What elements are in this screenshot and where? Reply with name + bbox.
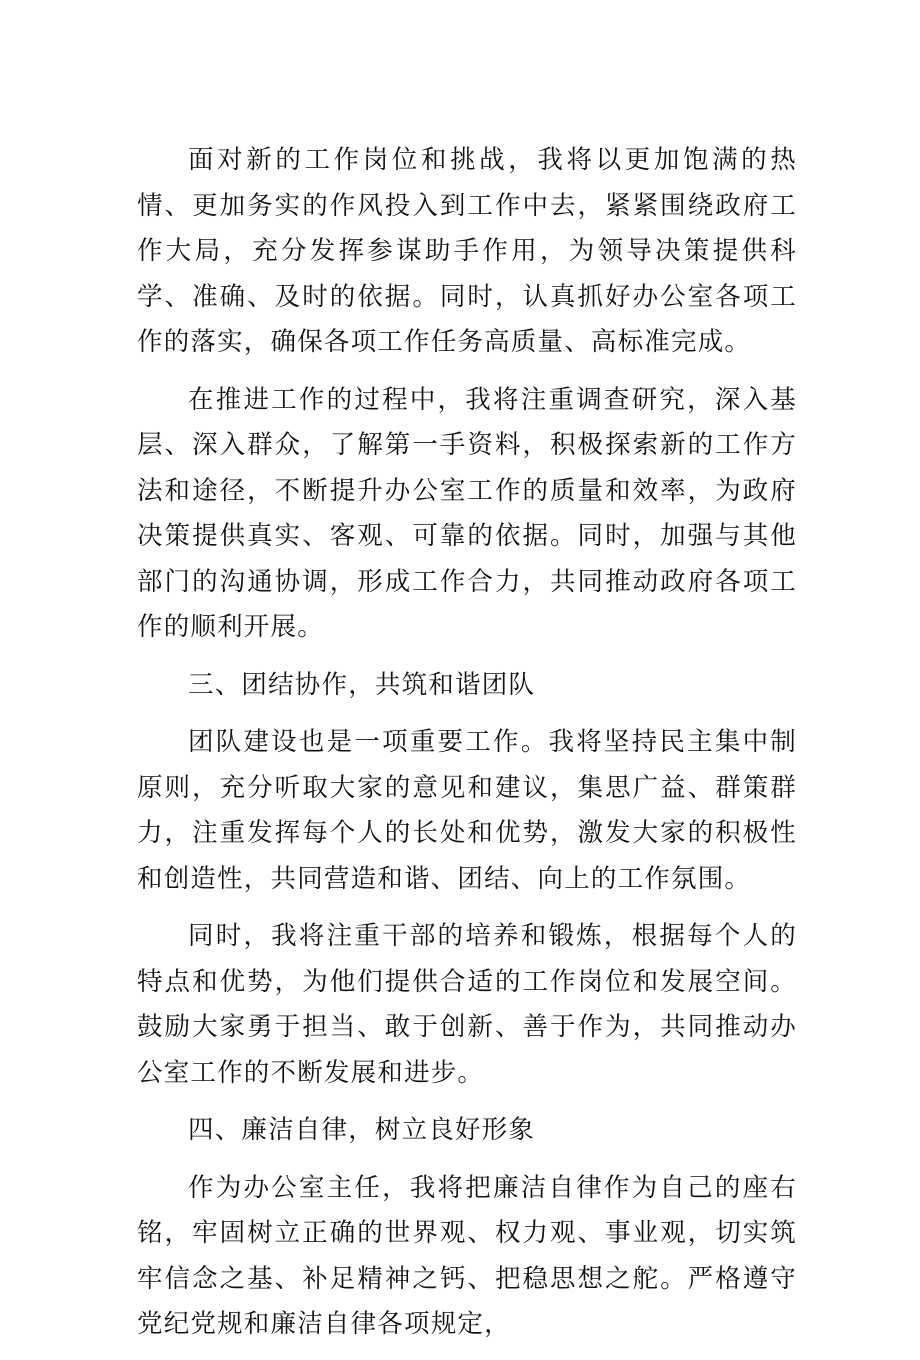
paragraph: 在推进工作的过程中，我将注重调查研究，深入基层、深入群众，了解第一手资料，积极探索新的工作方法和途径，不断提升办公室工作的质量和效率，为政府决策提供真实、客观、可靠的依据。同时，加强与其他部门的沟通协调，形成工作合力，共同推动政府各项工作的顺利开展。	[137, 384, 797, 642]
paragraph: 作为办公室主任，我将把廉洁自律作为自己的座右铭，牢固树立正确的世界观、权力观、事业观，切实筑牢信念之基、补足精神之钙、把稳思想之舵。严格遵守党纪党规和廉洁自律各项规定，	[137, 1172, 797, 1339]
paragraph: 同时，我将注重干部的培养和锻炼，根据每个人的特点和优势，为他们提供合适的工作岗位和发展空间。鼓励大家勇于担当、敢于创新、善于作为，共同推动办公室工作的不断发展和进步。	[137, 921, 797, 1088]
paragraph: 面对新的工作岗位和挑战，我将以更加饱满的热情、更加务实的作风投入到工作中去，紧紧围绕政府工作大局，充分发挥参谋助手作用，为领导决策提供科学、准确、及时的依据。同时，认真抓好办公室各项工作的落实，确保各项工作任务高质量、高标准完成。	[137, 145, 797, 357]
document-body	[137, 138, 797, 1360]
section-heading: 三、团结协作，共筑和谐团队	[188, 669, 536, 700]
paragraph: 团队建设也是一项重要工作。我将坚持民主集中制原则，充分听取大家的意见和建议，集思广益、群策群力，注重发挥每个人的长处和优势，激发大家的积极性和创造性，共同营造和谐、团结、向上的工作氛围。	[137, 727, 797, 894]
section-heading: 四、廉洁自律，树立良好形象	[188, 1115, 536, 1145]
